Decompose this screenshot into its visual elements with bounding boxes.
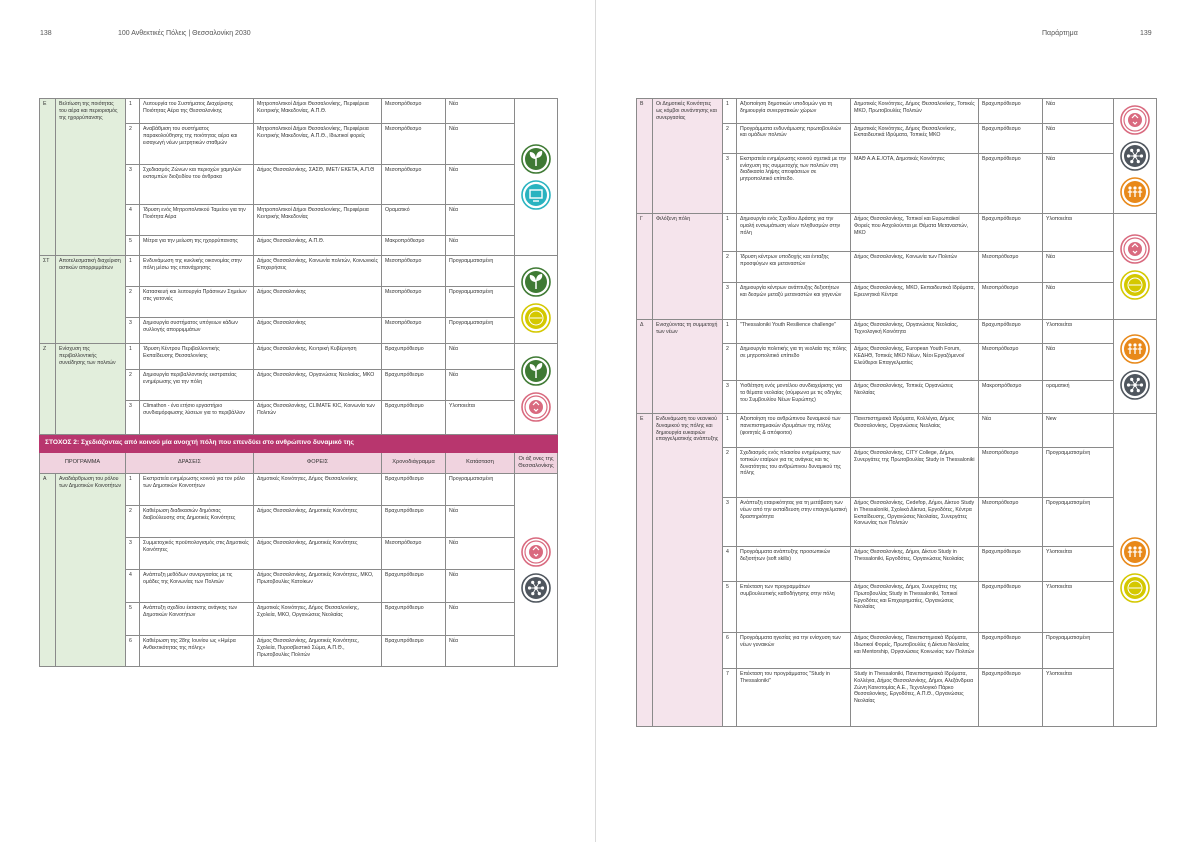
axis-icons-cell bbox=[1114, 320, 1157, 414]
action-number: 3 bbox=[126, 538, 140, 570]
action-timeframe: Βραχυπρόθεσμο bbox=[382, 401, 446, 435]
action-timeframe: Βραχυπρόθεσμο bbox=[979, 582, 1043, 633]
pink-axis-icon bbox=[1120, 105, 1150, 135]
action-number: 2 bbox=[126, 506, 140, 538]
action-text: Προγράμματα ηγεσίας για την ενίσχυση των νέων γυναικών bbox=[737, 633, 851, 669]
action-number: 1 bbox=[723, 414, 737, 448]
action-text: Ίδρυση ενός Μητροπολιτικού Ταμείου για την Ποιότητα Αέρα bbox=[140, 205, 254, 236]
col-header-actions: ΔΡΑΣΕΙΣ bbox=[126, 452, 254, 474]
action-text: Συμμετοχικός προϋπολογισμός στις Δημοτικές Κοινότητες bbox=[140, 538, 254, 570]
program-name: Βελτίωση της ποιότητας του αέρα και περιορισμός της ηχορρύπανσης bbox=[56, 99, 126, 256]
action-bodies: Δήμος Θεσσαλονίκης, Οργανώσεις Νεολαίας, ΜΚΟ bbox=[254, 370, 382, 401]
action-status: Προγραμματισμένη bbox=[1043, 448, 1114, 498]
action-bodies: Δήμος Θεσσαλονίκης, CLIMATE KIC, Κοινωνία των Πολιτών bbox=[254, 401, 382, 435]
axis-icons-cell bbox=[515, 256, 558, 344]
table-row bbox=[40, 99, 558, 124]
orange-axis-icon bbox=[1120, 334, 1150, 364]
action-number: 2 bbox=[723, 448, 737, 498]
action-number: 3 bbox=[723, 381, 737, 414]
action-number: 6 bbox=[723, 633, 737, 669]
program-name: Αποτελεσματική διαχείριση αστικών απορριμμάτων bbox=[56, 256, 126, 344]
axis-icons-cell bbox=[515, 99, 558, 256]
action-timeframe: Βραχυπρόθεσμο bbox=[979, 547, 1043, 582]
action-status: Προγραμματισμένη bbox=[1043, 498, 1114, 547]
action-bodies: Δήμος Θεσσαλονίκης, Δημοτικές Κοινότητες, ΜΚΟ, Πρωτοβουλίες Κατοίκων bbox=[254, 570, 382, 603]
action-status: Νέα bbox=[446, 636, 515, 667]
action-timeframe: Νέα bbox=[979, 414, 1043, 448]
action-status: Νέα bbox=[446, 570, 515, 603]
action-number: 1 bbox=[126, 99, 140, 124]
gray-axis-icon bbox=[521, 573, 551, 603]
action-timeframe: Μεσοπρόθεσμο bbox=[382, 287, 446, 318]
action-text: Αναβάθμιση του συστήματος παρακολούθησης της ποιότητας αέρα και εισαγωγή νέων μετρητικών σταθμών bbox=[140, 124, 254, 165]
action-text: "Thessaloniki Youth Resilience challenge" bbox=[737, 320, 851, 344]
action-text: Καθιέρωση της 28ης Ιουνίου ως «Ημέρα Ανθεκτικότητας της πόλης» bbox=[140, 636, 254, 667]
action-status: New bbox=[1043, 414, 1114, 448]
action-status: Νέα bbox=[446, 344, 515, 370]
action-status: Υλοποιείται bbox=[1043, 547, 1114, 582]
table-row bbox=[40, 474, 558, 506]
plant-axis-icon bbox=[521, 356, 551, 386]
program-name: Ενδυνάμωση του νεανικού δυναμικού της πόλης και δημιουργία ευκαιριών επαγγελματικής ανάπτυξης bbox=[653, 414, 723, 727]
program-code: Γ bbox=[637, 214, 653, 320]
action-number: 2 bbox=[723, 252, 737, 283]
action-status: Νέα bbox=[446, 506, 515, 538]
action-text: Μέτρα για την μείωση της ηχορρύπανσης bbox=[140, 236, 254, 256]
action-number: 3 bbox=[723, 153, 737, 213]
action-timeframe: Βραχυπρόθεσμο bbox=[979, 153, 1043, 213]
action-bodies: Πανεπιστημιακά Ιδρύματα, Κολλέγια, Δήμος Θεσσαλονίκης, Οργανώσεις Νεολαίας bbox=[851, 414, 979, 448]
action-bodies: Δήμος Θεσσαλονίκης, Κοινωνία πολιτών, Κοινωνικές Επιχειρήσεις bbox=[254, 256, 382, 287]
yellow-axis-icon bbox=[1120, 270, 1150, 300]
action-timeframe: Βραχυπρόθεσμο bbox=[382, 636, 446, 667]
action-number: 6 bbox=[126, 636, 140, 667]
action-text: Ίδρυση Κέντρου Περιβαλλοντικής Εκπαίδευσης Θεσσαλονίκης bbox=[140, 344, 254, 370]
table-row bbox=[40, 344, 558, 370]
axis-icons-cell bbox=[1114, 99, 1157, 214]
program-code: Δ bbox=[637, 320, 653, 414]
action-bodies: Δημοτικές Κοινότητες, Δήμος Θεσσαλονίκης bbox=[254, 474, 382, 506]
action-timeframe: Βραχυπρόθεσμο bbox=[382, 474, 446, 506]
action-status: Υλοποιείται bbox=[446, 401, 515, 435]
program-name: Ενίσχυση της περιβαλλοντικής συνείδησης των πολιτών bbox=[56, 344, 126, 435]
action-text: Κατασκευή και λειτουργία Πράσινων Σημείων στις γειτονιές bbox=[140, 287, 254, 318]
action-status: Προγραμματισμένη bbox=[446, 287, 515, 318]
left-page bbox=[0, 0, 595, 842]
action-status: Προγραμματισμένη bbox=[1043, 633, 1114, 669]
action-number: 3 bbox=[126, 401, 140, 435]
action-bodies: Δήμος Θεσσαλονίκης, Πανεπιστημιακά Ιδρύματα, Ιδιωτικοί Φορείς, Πρωτοβουλίες ή Δίκτυα Νεολαίας και Mentorship, Οργανώσεις Κοινωνίας των Πολιτών bbox=[851, 633, 979, 669]
action-timeframe: Μεσοπρόθεσμο bbox=[979, 498, 1043, 547]
action-number: 2 bbox=[126, 287, 140, 318]
yellow-axis-icon bbox=[521, 303, 551, 333]
action-number: 5 bbox=[723, 582, 737, 633]
action-bodies: Δήμος Θεσσαλονίκης, Δήμοι, Συνεργάτες της Πρωτοβουλίας Study in Thessaloniki, Τοπικοί Εργοδότες και Επιχειρηματίες, Οργανώσεις Νεολαίας bbox=[851, 582, 979, 633]
action-status: Νέα bbox=[446, 236, 515, 256]
pink-axis-icon bbox=[1120, 234, 1150, 264]
action-number: 1 bbox=[723, 320, 737, 344]
action-number: 2 bbox=[723, 344, 737, 381]
action-timeframe: Βραχυπρόθεσμο bbox=[979, 669, 1043, 727]
action-bodies: Δήμος Θεσσαλονίκης, Δήμοι, Δίκτυο Study in Thessaloniki, Εργοδότες, Οργανώσεις Νεολαίας bbox=[851, 547, 979, 582]
action-status: Υλοποιείται bbox=[1043, 582, 1114, 633]
action-timeframe: Βραχυπρόθεσμο bbox=[382, 506, 446, 538]
screen-axis-icon bbox=[521, 180, 551, 210]
action-bodies: Δήμος Θεσσαλονίκης, Τοπικοί και Ευρωπαϊκοί Φορείς που Ασχολούνται με Θέματα Μεταναστών, ΜΚΟ bbox=[851, 214, 979, 252]
action-status: Υλοποιείται bbox=[1043, 669, 1114, 727]
pink-axis-icon bbox=[521, 537, 551, 567]
axis-icons-cell bbox=[1114, 414, 1157, 727]
action-number: 3 bbox=[723, 498, 737, 547]
action-bodies: Μητροπολιτικοί Δήμοι Θεσσαλονίκης, Περιφέρεια Κεντρικής Μακεδονίας, Α.Π.Θ., Ιδιωτικοί φορείς bbox=[254, 124, 382, 165]
action-timeframe: Βραχυπρόθεσμο bbox=[979, 214, 1043, 252]
action-status: Νέα bbox=[1043, 153, 1114, 213]
action-bodies: Δημοτικές Κοινότητες, Δήμος Θεσσαλονίκης, Σχολεία, ΜΚΟ, Οργανώσεις Νεολαίας bbox=[254, 603, 382, 636]
program-name: Αναδιάρθρωση του ρόλου των Δημοτικών Κοινοτήτων bbox=[56, 474, 126, 667]
action-number: 3 bbox=[723, 283, 737, 320]
action-text: Climathon - ένα ετήσιο εργαστήριο συνδιαμόρφωσης λύσεων για το περιβάλλον bbox=[140, 401, 254, 435]
action-number: 2 bbox=[723, 123, 737, 153]
col-header-status: Κατάσταση bbox=[446, 452, 515, 474]
action-status: Υλοποιείται bbox=[1043, 320, 1114, 344]
action-text: Προγράμματα ενδυνάμωσης πρωτοβουλιών και ομάδων πολιτών bbox=[737, 123, 851, 153]
action-number: 4 bbox=[126, 570, 140, 603]
action-text: Ανάπτυξη μεθόδων συνεργασίας με τις ομάδες της Κοινωνίας των Πολιτών bbox=[140, 570, 254, 603]
action-text: Ενδυνάμωση της κυκλικής οικονομίας στην πόλη μέσω της επανάχρησης bbox=[140, 256, 254, 287]
program-name: Οι Δημοτικές Κοινότητες ως κόμβοι συνάντησης και συνεργασίας bbox=[653, 99, 723, 214]
action-timeframe: Βραχυπρόθεσμο bbox=[382, 344, 446, 370]
action-bodies: Δημοτικές Κοινότητες, Δήμος Θεσσαλονίκης, Εκπαιδευτικά Ιδρύματα, Τοπικές ΜΚΟ bbox=[851, 123, 979, 153]
action-status: Νέα bbox=[1043, 344, 1114, 381]
action-number: 3 bbox=[126, 318, 140, 344]
running-title: Παράρτημα bbox=[1042, 30, 1078, 37]
action-timeframe: Μακροπρόθεσμο bbox=[979, 381, 1043, 414]
action-number: 1 bbox=[126, 474, 140, 506]
program-code: Α bbox=[40, 474, 56, 667]
gray-axis-icon bbox=[1120, 370, 1150, 400]
action-timeframe: Μεσοπρόθεσμο bbox=[979, 448, 1043, 498]
action-number: 1 bbox=[723, 214, 737, 252]
action-text: Εκστρατεία ενημέρωσης κοινού σχετικά με την ενίσχυση της συμμετοχής των πολιτών στη διαδικασία λήψης αποφάσεων σε μητροπολιτικό επίπεδο. bbox=[737, 153, 851, 213]
goal-banner bbox=[40, 435, 558, 453]
actions-table-right bbox=[636, 98, 1157, 727]
action-status: Νέα bbox=[446, 538, 515, 570]
action-text: Αξιοποίηση δημοτικών υποδομών για τη δημιουργία συνεργατικών χώρων bbox=[737, 99, 851, 124]
action-bodies: Δήμος Θεσσαλονίκης, Οργανώσεις Νεολαίας, Τεχνολογική Κοινότητα bbox=[851, 320, 979, 344]
action-text: Ίδρυση κέντρων υποδοχής και ένταξης προσφύγων και μεταναστών bbox=[737, 252, 851, 283]
action-number: 2 bbox=[126, 370, 140, 401]
action-bodies: Δήμος Θεσσαλονίκης bbox=[254, 287, 382, 318]
action-timeframe: Βραχυπρόθεσμο bbox=[979, 633, 1043, 669]
action-timeframe: Οραματικό bbox=[382, 205, 446, 236]
action-timeframe: Μεσοπρόθεσμο bbox=[382, 318, 446, 344]
action-bodies: Δημοτικές Κοινότητες, Δήμος Θεσσαλονίκης, Τοπικές ΜΚΟ, Πρωτοβουλίες Πολιτών bbox=[851, 99, 979, 124]
action-text: Υιοθέτηση ενός μοντέλου συνδιαχείρισης για τα θέματα νεολαίας (σύμφωνα με τις οδηγίες του Συμβουλίου Νέων Ευρώπης) bbox=[737, 381, 851, 414]
action-status: Προγραμματισμένη bbox=[446, 474, 515, 506]
col-header-time: Χρονοδιάγραμμα bbox=[382, 452, 446, 474]
action-text: Σχεδιασμός ενός πλαισίου ενημέρωσης των τοπικών εταίρων για τις ανάγκες και τις δυνατότητες του ανθρώπινου δυναμικού της πόλης bbox=[737, 448, 851, 498]
program-code: Ε bbox=[40, 99, 56, 256]
action-number: 3 bbox=[126, 165, 140, 205]
right-page bbox=[596, 0, 1191, 842]
action-number: 1 bbox=[723, 99, 737, 124]
action-status: Νέα bbox=[1043, 283, 1114, 320]
program-code: Β bbox=[637, 99, 653, 214]
page-number: 139 bbox=[1140, 30, 1152, 37]
action-timeframe: Βραχυπρόθεσμο bbox=[979, 123, 1043, 153]
action-status: οραματική bbox=[1043, 381, 1114, 414]
program-code: Ζ bbox=[40, 344, 56, 435]
action-status: Υλοποιείται bbox=[1043, 214, 1114, 252]
plant-axis-icon bbox=[521, 144, 551, 174]
action-timeframe: Βραχυπρόθεσμο bbox=[979, 99, 1043, 124]
action-status: Νέα bbox=[1043, 123, 1114, 153]
action-timeframe: Μεσοπρόθεσμο bbox=[382, 124, 446, 165]
yellow-axis-icon bbox=[1120, 573, 1150, 603]
program-code: Ε bbox=[637, 414, 653, 727]
action-text: Δημιουργία πολιτικής για τη νεολαία της πόλης σε μητροπολιτικό επίπεδο bbox=[737, 344, 851, 381]
action-text: Δημιουργία περιβαλλοντικής εκστρατείας ενημέρωσης για την πόλη bbox=[140, 370, 254, 401]
action-bodies: Δήμος Θεσσαλονίκης, Δημοτικές Κοινότητες bbox=[254, 538, 382, 570]
action-timeframe: Μεσοπρόθεσμο bbox=[979, 344, 1043, 381]
axis-icons-cell bbox=[515, 474, 558, 667]
action-text: Δημιουργία κέντρων ανάπτυξης δεξιοτήτων και δεσμών μεταξύ μεταναστών και γηγενών bbox=[737, 283, 851, 320]
goal-title: ΣΤΟΧΟΣ 2: Σχεδιάζοντας από κοινού μία ανοιχτή πόλη που επενδύει στο ανθρώπινο δυναμικό της bbox=[40, 435, 558, 453]
col-header-bodies: ΦΟΡΕΙΣ bbox=[254, 452, 382, 474]
action-text: Σχεδιασμός Ζώνων και περιοχών χαμηλών εκπομπών διοξειδίου του άνθρακα bbox=[140, 165, 254, 205]
action-bodies: ΜΑΘ Α.Α.Ε./ΟΤΑ, Δημοτικές Κοινότητες bbox=[851, 153, 979, 213]
action-bodies: Μητροπολιτικοί Δήμοι Θεσσαλονίκης, Περιφέρεια Κεντρικής Μακεδονίας bbox=[254, 205, 382, 236]
action-status: Νέα bbox=[446, 370, 515, 401]
table-row bbox=[40, 256, 558, 287]
pink-axis-icon bbox=[521, 392, 551, 422]
action-status: Νέα bbox=[446, 165, 515, 205]
program-code: ΣΤ bbox=[40, 256, 56, 344]
action-bodies: Δήμος Θεσσαλονίκης bbox=[254, 318, 382, 344]
program-name: Φιλόξενη πόλη bbox=[653, 214, 723, 320]
action-number: 5 bbox=[126, 236, 140, 256]
action-bodies: Study in Thessaloniki, Πανεπιστημιακά Ιδρύματα, Κολλέγια, Δήμος Θεσσαλονίκης, Δήμοι, Αλεξάνδρεια Ζώνη Καινοτομίας Α.Ε., Τεχνολογικό Πάρκο Θεσσαλονίκης, Εργοδότες, Α.Π.Θ., Οργανώσεις Νεολαίας bbox=[851, 669, 979, 727]
running-title: 100 Ανθεκτικές Πόλεις | Θεσσαλονίκη 2030 bbox=[118, 30, 251, 37]
action-timeframe: Βραχυπρόθεσμο bbox=[979, 320, 1043, 344]
action-number: 2 bbox=[126, 124, 140, 165]
action-text: Ανάπτυξη εταιρικότητας για τη μετάβαση των νέων από την εκπαίδευση στην επαγγελματική δραστηριότητα bbox=[737, 498, 851, 547]
action-bodies: Δήμος Θεσσαλονίκης, Cedefop, Δήμοι, Δίκτυο Study in Thessaloniki, Σχολικά Δίκτυα, Εργοδότες, Κέντρα Εκπαίδευσης, Οργανώσεις Νεολαίας, Συνεργάτες Κοινωνίας των Πολιτών bbox=[851, 498, 979, 547]
column-header-row bbox=[40, 452, 558, 474]
action-timeframe: Μακροπρόθεσμο bbox=[382, 236, 446, 256]
action-status: Νέα bbox=[446, 205, 515, 236]
action-bodies: Μητροπολιτικοί Δήμοι Θεσσαλονίκης, Περιφέρεια Κεντρικής Μακεδονίας, Α.Π.Θ. bbox=[254, 99, 382, 124]
action-bodies: Δήμος Θεσσαλονίκης, Κεντρική Κυβέρνηση bbox=[254, 344, 382, 370]
table-row bbox=[637, 320, 1157, 344]
action-status: Νέα bbox=[446, 603, 515, 636]
col-header-program: ΠΡΟΓΡΑΜΜΑ bbox=[40, 452, 126, 474]
action-timeframe: Βραχυπρόθεσμο bbox=[382, 603, 446, 636]
action-bodies: Δήμος Θεσσαλονίκης, Δημοτικές Κοινότητες, Σχολεία, Πυροσβεστικό Σώμα, Α.Π.Θ., Πρωτοβουλίες Πολιτών bbox=[254, 636, 382, 667]
action-timeframe: Μεσοπρόθεσμο bbox=[979, 252, 1043, 283]
table-row bbox=[637, 214, 1157, 252]
action-bodies: Δήμος Θεσσαλονίκης, European Youth Forum, ΚΕΔΗΘ, Τοπικές ΜΚΟ Νέων, Νέοι Εργαζόμενοι/ Ελεύθεροι Επαγγελματίες bbox=[851, 344, 979, 381]
table-row bbox=[637, 414, 1157, 448]
action-text: Επέκταση του προγράμματος "Study in Thessaloniki" bbox=[737, 669, 851, 727]
action-text: Καθιέρωση διαδικασιών δημόσιας διαβούλευσης στις Δημοτικές Κοινότητες bbox=[140, 506, 254, 538]
action-bodies: Δήμος Θεσσαλονίκης, Δημοτικές Κοινότητες bbox=[254, 506, 382, 538]
action-status: Νέα bbox=[446, 124, 515, 165]
action-number: 4 bbox=[126, 205, 140, 236]
gray-axis-icon bbox=[1120, 141, 1150, 171]
action-bodies: Δήμος Θεσσαλονίκης, ΣΑΣΘ, ΙΜΕΤ/ ΕΚΕΤΑ, Α.Π.Θ bbox=[254, 165, 382, 205]
program-name: Ενισχύοντας τη συμμετοχή των νέων bbox=[653, 320, 723, 414]
action-status: Νέα bbox=[1043, 99, 1114, 124]
action-timeframe: Μεσοπρόθεσμο bbox=[382, 165, 446, 205]
page-number: 138 bbox=[40, 30, 52, 37]
action-status: Νέα bbox=[1043, 252, 1114, 283]
axis-icons-cell bbox=[1114, 214, 1157, 320]
action-timeframe: Βραχυπρόθεσμο bbox=[382, 370, 446, 401]
action-text: Προγράμματα ανάπτυξης προσωπικών δεξιοτήτων (soft skills) bbox=[737, 547, 851, 582]
plant-axis-icon bbox=[521, 267, 551, 297]
action-bodies: Δήμος Θεσσαλονίκης, CITY College, Δήμοι, Συνεργάτες της Πρωτοβουλίας Study in Thessaloniki bbox=[851, 448, 979, 498]
action-number: 1 bbox=[126, 256, 140, 287]
action-number: 7 bbox=[723, 669, 737, 727]
action-number: 1 bbox=[126, 344, 140, 370]
action-number: 5 bbox=[126, 603, 140, 636]
action-number: 4 bbox=[723, 547, 737, 582]
actions-table-left bbox=[39, 98, 558, 667]
col-header-axes: Οι άξ ονες της Θεσσαλονίκης bbox=[515, 452, 558, 474]
action-bodies: Δήμος Θεσσαλονίκης, ΜΚΟ, Εκπαιδευτικά Ιδρύματα, Ερευνητικά Κέντρα bbox=[851, 283, 979, 320]
action-text: Δημιουργία ενός Σχεδίου Δράσης για την ομαλή ενσωμάτωση νέων πληθυσμών στην πόλη bbox=[737, 214, 851, 252]
action-timeframe: Βραχυπρόθεσμο bbox=[382, 570, 446, 603]
action-timeframe: Μεσοπρόθεσμο bbox=[382, 256, 446, 287]
action-text: Αξιοποίηση του ανθρώπινου δυναμικού των πανεπιστημιακών ιδρυμάτων της πόλης (φοιτητές & απόφοιτοι) bbox=[737, 414, 851, 448]
action-text: Ανάπτυξη σχεδίου έκτακτης ανάγκης των Δημοτικών Κοινοτήτων bbox=[140, 603, 254, 636]
axis-icons-cell bbox=[515, 344, 558, 435]
action-status: Προγραμματισμένη bbox=[446, 318, 515, 344]
action-timeframe: Μεσοπρόθεσμο bbox=[382, 538, 446, 570]
action-text: Λειτουργία του Συστήματος Διαχείρισης Ποιότητας Αέρα της Θεσσαλονίκης bbox=[140, 99, 254, 124]
action-status: Προγραμματισμένη bbox=[446, 256, 515, 287]
orange-axis-icon bbox=[1120, 537, 1150, 567]
action-text: Επέκταση των προγραμμάτων συμβουλευτικής καθοδήγησης στην πόλη bbox=[737, 582, 851, 633]
action-text: Εκστρατεία ενημέρωσης κοινού για τον ρόλο των Δημοτικών Κοινοτήτων bbox=[140, 474, 254, 506]
action-status: Νέα bbox=[446, 99, 515, 124]
action-bodies: Δήμος Θεσσαλονίκης, Τοπικές Οργανώσεις Νεολαίας bbox=[851, 381, 979, 414]
action-text: Δημιουργία συστήματος υπόγειων κάδων συλλογής απορριμμάτων bbox=[140, 318, 254, 344]
action-bodies: Δήμος Θεσσαλονίκης, Α.Π.Θ. bbox=[254, 236, 382, 256]
action-timeframe: Μεσοπρόθεσμο bbox=[979, 283, 1043, 320]
orange-axis-icon bbox=[1120, 177, 1150, 207]
action-bodies: Δήμος Θεσσαλονίκης, Κοινωνία των Πολιτών bbox=[851, 252, 979, 283]
table-row bbox=[637, 99, 1157, 124]
action-timeframe: Μεσοπρόθεσμο bbox=[382, 99, 446, 124]
